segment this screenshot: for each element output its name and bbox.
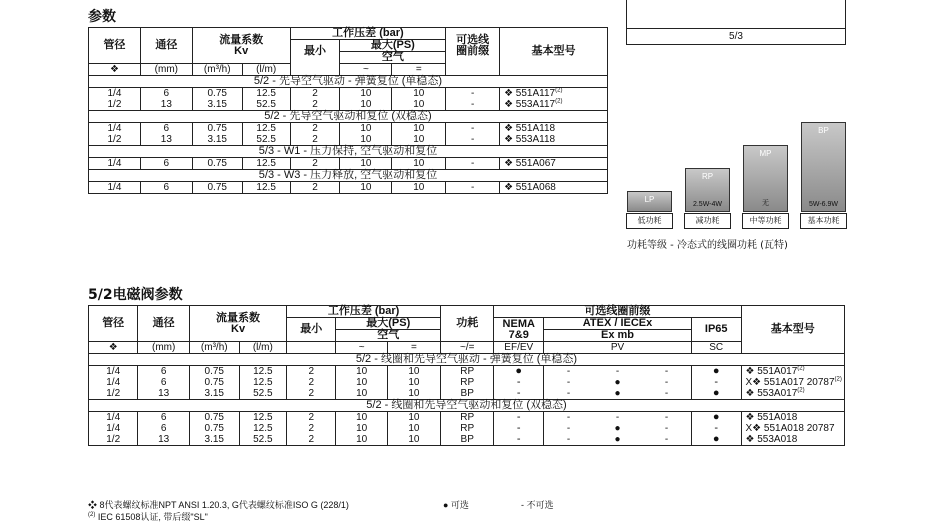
- kv-m3h-cell: 0.75: [189, 377, 239, 388]
- atex-pv-cell: ●: [614, 423, 621, 434]
- col-coil: [446, 28, 500, 64]
- port-cell: 1/4: [89, 158, 141, 170]
- model-cell: ❖ 551A118: [504, 123, 556, 134]
- col-power: 功耗: [441, 306, 494, 342]
- kv-label: Kv: [234, 44, 249, 57]
- kv-m3h-cell: 3.15: [189, 434, 239, 446]
- ip65-cell: ●: [691, 366, 741, 378]
- nema-cell: -: [494, 412, 544, 424]
- kv-m3h-cell: 0.75: [192, 158, 242, 170]
- kv-lmin-cell: 12.5: [239, 377, 287, 388]
- orifice-cell: 13: [138, 388, 190, 400]
- unit-sc: SC: [691, 342, 741, 354]
- group-header-row: [89, 111, 608, 123]
- power-code: BP: [818, 126, 829, 135]
- atex-pv-cell: ●: [614, 434, 621, 445]
- atex-cell-1: -: [566, 388, 571, 399]
- corner-box: [626, 0, 846, 45]
- orifice-cell: 6: [138, 377, 190, 388]
- col-exmb: Ex mb: [544, 330, 692, 342]
- flow-label-2: 流量系数: [216, 311, 261, 324]
- atex-pv-cell: ●: [614, 388, 621, 399]
- atex-cell-1: -: [566, 366, 571, 377]
- table-row: [89, 88, 608, 100]
- port-cell: 1/4: [89, 366, 138, 378]
- unit-min: [290, 64, 340, 76]
- min-pressure-cell: 2: [287, 366, 336, 378]
- table-row: [89, 366, 845, 378]
- kv-lmin-cell: 12.5: [239, 366, 287, 378]
- min-pressure-cell: 2: [290, 88, 340, 100]
- power-value: 2.5W-4W: [692, 201, 723, 208]
- max-dc-cell: 10: [392, 99, 446, 111]
- power-label: 减功耗: [684, 213, 731, 229]
- power-class-cell: RP: [441, 423, 494, 434]
- ip65-cell: ●: [691, 434, 741, 446]
- col-flow: [192, 28, 290, 64]
- port-cell: 1/4: [89, 423, 138, 434]
- orifice-cell: 6: [140, 123, 192, 135]
- col-max: 最大(PS): [340, 40, 446, 52]
- power-class-cell: BP: [441, 388, 494, 400]
- model-cell: ❖ 553A018: [745, 434, 798, 445]
- model-cell: ❖ 551A017$^{(2)}$: [745, 365, 805, 377]
- col-max-2: 最大(PS): [336, 318, 441, 330]
- section2-title: 5/2电磁阀参数: [88, 287, 183, 303]
- max-ac-cell: 10: [340, 123, 392, 135]
- power-value: 无: [762, 200, 769, 207]
- orifice-cell: 6: [140, 182, 192, 194]
- max-dc-cell: 10: [392, 182, 446, 194]
- model-cell: X❖ 551A018 20787: [745, 423, 835, 434]
- col-flow-2: [189, 306, 286, 342]
- max-ac-cell: 10: [340, 99, 392, 111]
- ip65-cell: -: [691, 423, 741, 434]
- max-ac-cell: 10: [336, 366, 387, 378]
- group-title: 5/3 - W1 - 压力保持, 空气驱动和复位: [89, 146, 608, 158]
- kv-lmin-cell: 12.5: [239, 423, 287, 434]
- ip65-cell: ●: [691, 412, 741, 424]
- unit-sym: ❖: [89, 64, 141, 76]
- ip65-cell: ●: [691, 388, 741, 400]
- max-dc-cell: 10: [392, 88, 446, 100]
- col-orifice-2: 通径: [138, 306, 190, 342]
- unit-m3h-2: (m³/h): [189, 342, 239, 354]
- footnote-thread: ❖ 8代表螺纹标准NPT ANSI 1.20.3, G代表螺纹标准ISO G (228/1): [88, 500, 349, 510]
- max-ac-cell: 10: [340, 134, 392, 146]
- power-bar-bp: [801, 122, 846, 212]
- atex-cell-3: -: [642, 366, 691, 378]
- min-pressure-cell: 2: [287, 388, 336, 400]
- atex-cell-1: -: [566, 377, 571, 388]
- max-dc-cell: 10: [387, 434, 440, 446]
- nema-label-2: 7&9: [508, 328, 529, 341]
- footnote-ref: (2): [797, 387, 805, 394]
- unit-power: ~/=: [441, 342, 494, 354]
- table-row: [89, 434, 845, 446]
- col-optional: 可选线圈前缀: [494, 306, 741, 318]
- group-title: 5/2 - 先导空气驱动和复位 (双稳态): [89, 111, 608, 123]
- max-ac-cell: 10: [340, 88, 392, 100]
- group-title: 5/3 - W3 - 压力释放, 空气驱动和复位: [89, 170, 608, 182]
- min-pressure-cell: 2: [287, 423, 336, 434]
- coil-prefix-cell: -: [446, 99, 500, 111]
- power-label: 中等功耗: [742, 213, 789, 229]
- unit-mm: (mm): [140, 64, 192, 76]
- legend-not-optional: - 不可选: [521, 500, 554, 510]
- max-ac-cell: 10: [336, 388, 387, 400]
- coil-label: 可选线: [456, 33, 490, 46]
- atex-cell-3: -: [642, 388, 691, 400]
- model-cell: ❖ 551A068: [504, 182, 556, 193]
- table-row: [89, 377, 845, 388]
- orifice-cell: 13: [138, 434, 190, 446]
- port-cell: 1/2: [89, 434, 138, 446]
- kv-lmin-cell: 52.5: [242, 99, 290, 111]
- group-header-row: [89, 76, 608, 88]
- table-row: [89, 158, 608, 170]
- model-cell: ❖ 551A067: [504, 158, 556, 169]
- min-pressure-cell: 2: [290, 182, 340, 194]
- col-nema: [494, 318, 544, 342]
- group-title: 5/2 - 线圈和先导空气驱动和复位 (双稳态): [89, 400, 845, 412]
- table-row: [89, 134, 608, 146]
- max-dc-cell: 10: [387, 388, 440, 400]
- group-header-row: [89, 170, 608, 182]
- group-title: 5/2 - 线圈和先导空气驱动 - 弹簧复位 (单稳态): [89, 354, 845, 366]
- table-row: [89, 182, 608, 194]
- footnote-sil-marker: (2): [88, 512, 96, 518]
- col-pressure-2: 工作压差 (bar): [287, 306, 441, 318]
- kv-lmin-cell: 12.5: [239, 412, 287, 424]
- col-min: 最小: [290, 40, 340, 64]
- solenoid-params-table: [88, 305, 845, 446]
- kv-lmin-cell: 52.5: [239, 434, 287, 446]
- kv-m3h-cell: 0.75: [189, 423, 239, 434]
- orifice-cell: 6: [138, 423, 190, 434]
- model-cell: ❖ 553A117$^{(2)}$: [504, 98, 563, 110]
- unit-ac-2: ~: [336, 342, 387, 354]
- flow-label: 流量系数: [219, 33, 264, 46]
- unit-ac: ~: [340, 64, 392, 76]
- max-dc-cell: 10: [392, 123, 446, 135]
- nema-cell: -: [494, 388, 544, 400]
- table-row: [89, 123, 608, 135]
- col-model: 基本型号: [500, 28, 608, 76]
- port-cell: 1/2: [89, 99, 141, 111]
- group-header-row: [89, 354, 845, 366]
- orifice-cell: 6: [138, 366, 190, 378]
- kv-m3h-cell: 3.15: [189, 388, 239, 400]
- port-cell: 1/2: [89, 388, 138, 400]
- max-ac-cell: 10: [336, 412, 387, 424]
- max-dc-cell: 10: [387, 423, 440, 434]
- max-dc-cell: 10: [387, 366, 440, 378]
- atex-pv-cell: -: [615, 412, 620, 423]
- corner-label: 5/3: [627, 28, 845, 44]
- max-dc-cell: 10: [392, 134, 446, 146]
- col-port: 管径: [89, 28, 141, 64]
- atex-pv-cell: ●: [614, 377, 621, 388]
- min-pressure-cell: 2: [287, 377, 336, 388]
- table-row: [89, 99, 608, 111]
- unit-sym-2: ❖: [89, 342, 138, 354]
- footnote-sil: [88, 510, 208, 523]
- power-label: 低功耗: [626, 213, 673, 229]
- power-code: MP: [759, 149, 772, 158]
- col-ip65: IP65: [691, 318, 741, 342]
- kv-lmin-cell: 52.5: [242, 134, 290, 146]
- power-label: 基本功耗: [800, 213, 847, 229]
- min-pressure-cell: 2: [290, 158, 340, 170]
- coil-prefix-cell: -: [446, 123, 500, 135]
- unit-m3h: (m³/h): [192, 64, 242, 76]
- kv-lmin-cell: 12.5: [242, 182, 290, 194]
- orifice-cell: 6: [140, 88, 192, 100]
- orifice-cell: 13: [140, 134, 192, 146]
- power-code: LP: [644, 195, 655, 204]
- footnote-ref: (2): [834, 376, 842, 383]
- port-cell: 1/4: [89, 123, 141, 135]
- nema-cell: -: [494, 377, 544, 388]
- pneumatic-params-table: [88, 27, 608, 194]
- footnote-ref: (2): [555, 87, 563, 94]
- max-ac-cell: 10: [336, 434, 387, 446]
- max-ac-cell: 10: [336, 377, 387, 388]
- orifice-cell: 6: [138, 412, 190, 424]
- kv-m3h-cell: 3.15: [192, 134, 242, 146]
- port-cell: 1/4: [89, 377, 138, 388]
- kv-lmin-cell: 52.5: [239, 388, 287, 400]
- power-bar-rp: [685, 168, 730, 212]
- atex-pv-cell: -: [615, 366, 620, 377]
- model-cell: ❖ 551A018: [745, 412, 798, 423]
- atex-cell-1: -: [566, 412, 571, 423]
- port-cell: 1/4: [89, 182, 141, 194]
- atex-cell-3: -: [642, 423, 691, 434]
- coil-prefix-cell: -: [446, 158, 500, 170]
- model-cell: X❖ 551A017 20787$^{(2)}$: [745, 376, 842, 388]
- atex-cell-1: -: [566, 434, 571, 445]
- power-code: RP: [701, 172, 714, 181]
- nema-cell: -: [494, 423, 544, 434]
- orifice-cell: 13: [140, 99, 192, 111]
- kv-m3h-cell: 3.15: [192, 99, 242, 111]
- kv-m3h-cell: 0.75: [192, 182, 242, 194]
- power-bar-lp: [627, 191, 672, 212]
- coil-prefix-cell: -: [446, 88, 500, 100]
- atex-cell-3: -: [642, 434, 691, 446]
- atex-cell-3: -: [642, 377, 691, 388]
- col-pressure: 工作压差 (bar): [290, 28, 446, 40]
- port-cell: 1/2: [89, 134, 141, 146]
- power-class-cell: RP: [441, 412, 494, 424]
- unit-min-2: [287, 342, 336, 354]
- section1-title: 参数: [88, 9, 116, 25]
- power-caption: 功耗等级 - 冷态式的线圈功耗 (瓦特): [627, 240, 788, 251]
- port-cell: 1/4: [89, 88, 141, 100]
- kv-lmin-cell: 12.5: [242, 88, 290, 100]
- power-bar-mp: [743, 145, 788, 212]
- max-dc-cell: 10: [387, 412, 440, 424]
- unit-efev: EF/EV: [494, 342, 544, 354]
- kv-lmin-cell: 12.5: [242, 158, 290, 170]
- unit-dc-2: =: [387, 342, 440, 354]
- max-ac-cell: 10: [336, 423, 387, 434]
- port-cell: 1/4: [89, 412, 138, 424]
- kv-m3h-cell: 0.75: [192, 123, 242, 135]
- kv-lmin-cell: 12.5: [242, 123, 290, 135]
- min-pressure-cell: 2: [290, 123, 340, 135]
- unit-lmin: (l/m): [242, 64, 290, 76]
- col-min-2: 最小: [287, 318, 336, 342]
- table-row: [89, 423, 845, 434]
- nema-cell: -: [494, 434, 544, 446]
- atex-cell-1: -: [566, 423, 571, 434]
- kv-m3h-cell: 0.75: [189, 412, 239, 424]
- unit-coil: [446, 64, 500, 76]
- ip65-cell: -: [691, 377, 741, 388]
- group-header-row: [89, 400, 845, 412]
- col-port-2: 管径: [89, 306, 138, 342]
- model-cell: ❖ 553A017$^{(2)}$: [745, 387, 805, 399]
- kv-m3h-cell: 0.75: [192, 88, 242, 100]
- unit-lmin-2: (l/m): [239, 342, 287, 354]
- group-header-row: [89, 146, 608, 158]
- power-class-cell: BP: [441, 434, 494, 446]
- power-class-cell: RP: [441, 377, 494, 388]
- unit-mm-2: (mm): [138, 342, 190, 354]
- table-row: [89, 388, 845, 400]
- min-pressure-cell: 2: [287, 434, 336, 446]
- nema-label: NEMA: [502, 317, 535, 330]
- min-pressure-cell: 2: [290, 134, 340, 146]
- min-pressure-cell: 2: [290, 99, 340, 111]
- max-ac-cell: 10: [340, 158, 392, 170]
- model-cell: ❖ 551A117$^{(2)}$: [504, 87, 563, 99]
- footnote-ref: (2): [797, 365, 805, 372]
- col-orifice: 通径: [140, 28, 192, 64]
- coil-prefix-cell: -: [446, 134, 500, 146]
- max-dc-cell: 10: [392, 158, 446, 170]
- kv-m3h-cell: 0.75: [189, 366, 239, 378]
- max-ac-cell: 10: [340, 182, 392, 194]
- orifice-cell: 6: [140, 158, 192, 170]
- unit-pv: PV: [544, 342, 692, 354]
- col-atex: ATEX / IECEx: [544, 318, 692, 330]
- coil-prefix-cell: -: [446, 182, 500, 194]
- power-class-cell: RP: [441, 366, 494, 378]
- legend-optional: ● 可选: [443, 500, 469, 510]
- power-value: 5W-6.9W: [808, 201, 839, 208]
- nema-cell: ●: [494, 366, 544, 378]
- col-model-2: 基本型号: [741, 306, 845, 354]
- atex-cell-3: -: [642, 412, 691, 424]
- coil-label-2: 圈前缀: [456, 44, 490, 57]
- table-row: [89, 412, 845, 424]
- group-title: 5/2 - 先导空气驱动 - 弹簧复位 (单稳态): [89, 76, 608, 88]
- max-dc-cell: 10: [387, 377, 440, 388]
- col-air-2: 空气: [336, 330, 441, 342]
- footnote-ref: (2): [555, 98, 563, 105]
- min-pressure-cell: 2: [287, 412, 336, 424]
- kv-label-2: Kv: [231, 322, 246, 335]
- col-air: 空气: [340, 52, 446, 64]
- unit-dc: =: [392, 64, 446, 76]
- model-cell: ❖ 553A118: [504, 134, 556, 145]
- footnote-sil-text: IEC 61508认证, 带后缀"SL": [97, 512, 208, 522]
